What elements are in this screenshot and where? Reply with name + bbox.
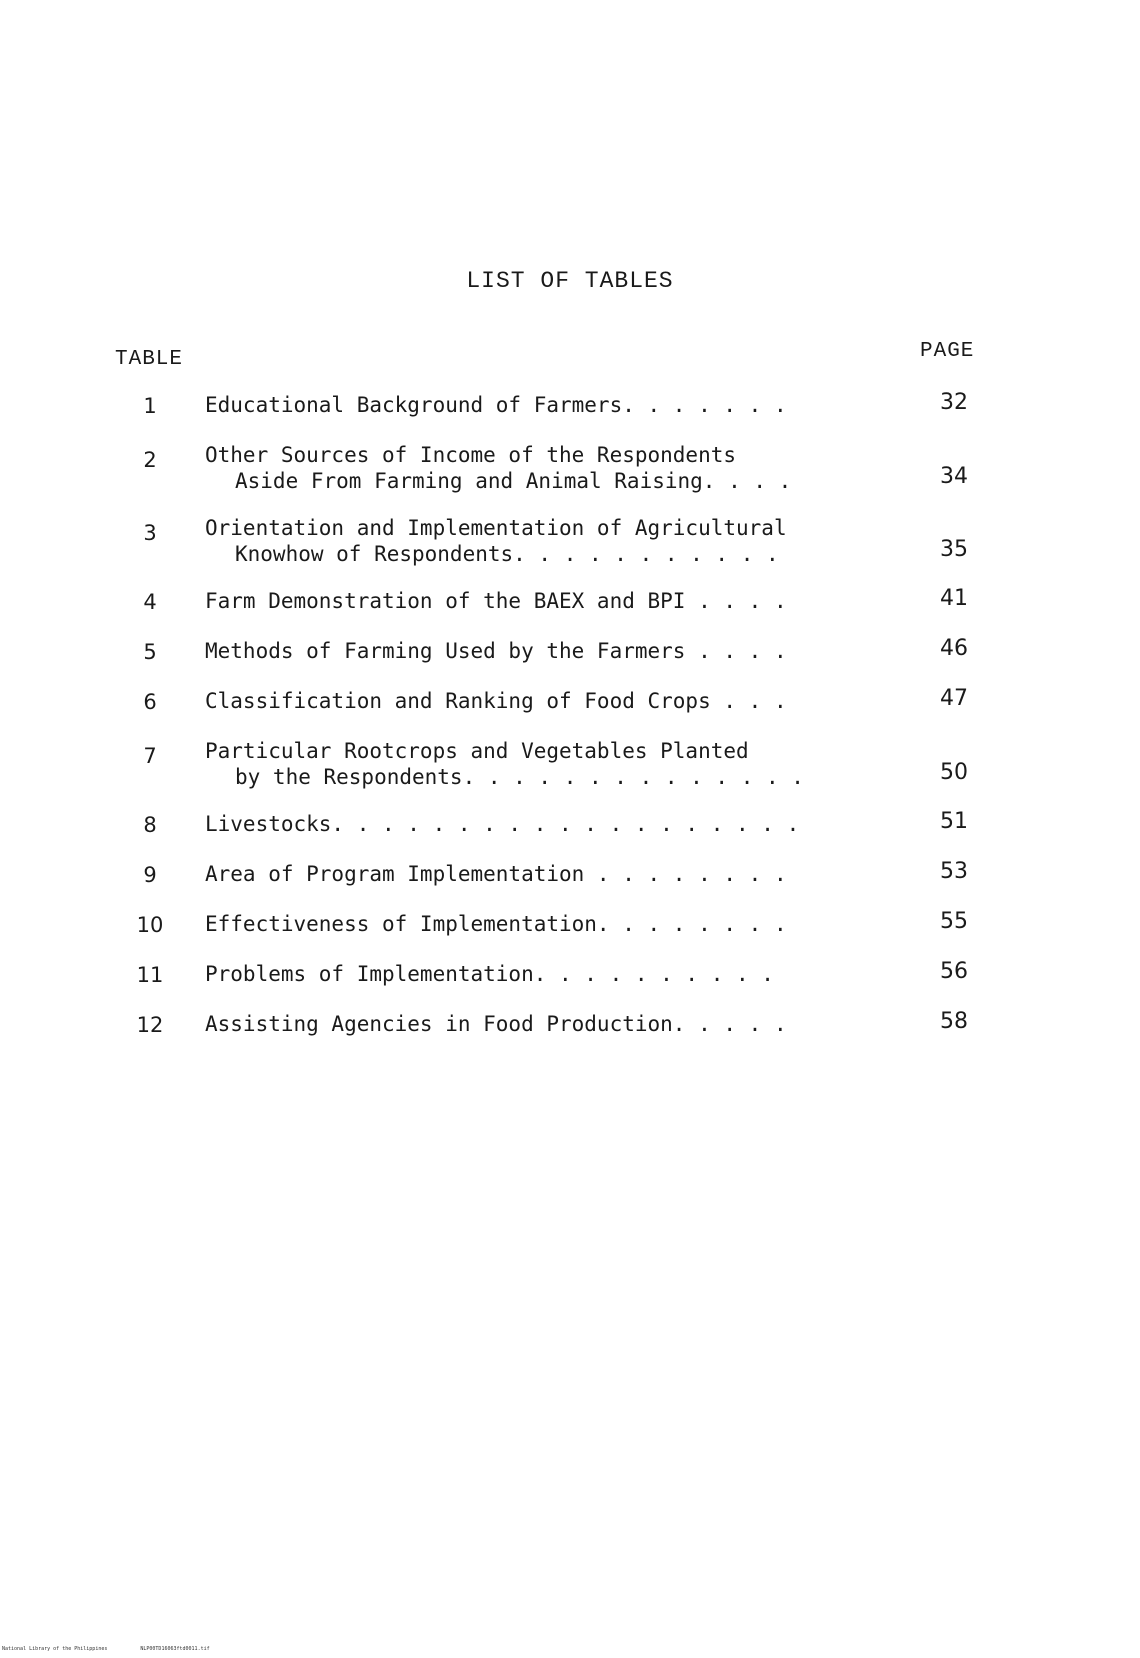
scan-footer bbox=[2, 1646, 240, 1652]
list-item bbox=[0, 388, 1140, 438]
caption-line-continued: by the Respondents. . . . . . . . . . . . . . bbox=[235, 765, 804, 789]
table-number: 12 bbox=[136, 1013, 164, 1037]
list-item bbox=[0, 907, 1140, 957]
table-caption bbox=[205, 738, 905, 790]
list-item bbox=[0, 957, 1140, 1007]
caption-line: Area of Program Implementation . . . . . . . . bbox=[205, 862, 787, 886]
table-number: 10 bbox=[136, 913, 164, 937]
page-number: 47 bbox=[940, 686, 968, 711]
caption-line: Particular Rootcrops and Vegetables Planted bbox=[205, 739, 749, 763]
caption-line: Methods of Farming Used by the Farmers . . . . bbox=[205, 639, 787, 663]
table-number: 7 bbox=[143, 744, 157, 768]
page-number: 46 bbox=[940, 636, 968, 661]
page-column-header: PAGE bbox=[920, 340, 975, 363]
page-number: 58 bbox=[940, 1009, 968, 1034]
page-number: 51 bbox=[940, 809, 968, 834]
table-caption bbox=[205, 638, 905, 664]
list-item bbox=[0, 807, 1140, 857]
table-number: 4 bbox=[143, 590, 157, 614]
library-credit: National Library of the Philippines bbox=[2, 1646, 108, 1652]
table-number: 2 bbox=[143, 448, 157, 472]
table-caption bbox=[205, 811, 905, 837]
list-item bbox=[0, 734, 1140, 807]
list-item bbox=[0, 634, 1140, 684]
table-number: 9 bbox=[143, 863, 157, 887]
page-number: 50 bbox=[940, 760, 968, 785]
table-caption bbox=[205, 688, 905, 714]
table-caption bbox=[205, 588, 905, 614]
caption-line: Farm Demonstration of the BAEX and BPI . . . . bbox=[205, 589, 787, 613]
list-item bbox=[0, 1007, 1140, 1057]
table-caption bbox=[205, 515, 905, 567]
list-item bbox=[0, 584, 1140, 634]
table-number: 8 bbox=[143, 813, 157, 837]
table-caption bbox=[205, 1011, 905, 1037]
caption-line: Problems of Implementation. . . . . . . . . . bbox=[205, 962, 774, 986]
page-number: 34 bbox=[940, 464, 968, 489]
caption-line: Orientation and Implementation of Agricultural bbox=[205, 516, 787, 540]
page-number: 55 bbox=[940, 909, 968, 934]
table-caption bbox=[205, 442, 905, 494]
page-title: LIST OF TABLES bbox=[466, 268, 674, 294]
caption-line: Other Sources of Income of the Respondents bbox=[205, 443, 737, 467]
table-caption bbox=[205, 961, 905, 987]
table-caption bbox=[205, 861, 905, 887]
file-name: NLP00TD16063ftd0011.tif bbox=[140, 1646, 210, 1652]
table-caption bbox=[205, 392, 905, 418]
page-number: 35 bbox=[940, 537, 968, 562]
caption-line-continued: Knowhow of Respondents. . . . . . . . . . . bbox=[235, 542, 779, 566]
page-number: 56 bbox=[940, 959, 968, 984]
list-item bbox=[0, 684, 1140, 734]
table-caption bbox=[205, 911, 905, 937]
page-number: 53 bbox=[940, 859, 968, 884]
table-number: 5 bbox=[143, 640, 157, 664]
list-item bbox=[0, 438, 1140, 511]
page-number: 41 bbox=[940, 586, 968, 611]
table-list bbox=[0, 388, 1140, 1057]
caption-line: Livestocks. . . . . . . . . . . . . . . . . . . bbox=[205, 812, 800, 836]
table-number: 11 bbox=[136, 963, 164, 987]
list-item bbox=[0, 857, 1140, 907]
table-column-header: TABLE bbox=[115, 348, 184, 371]
page-number: 32 bbox=[940, 390, 968, 415]
list-item bbox=[0, 511, 1140, 584]
table-number: 3 bbox=[143, 521, 157, 545]
caption-line: Effectiveness of Implementation. . . . . . . . bbox=[205, 912, 787, 936]
caption-line: Educational Background of Farmers. . . . . . . bbox=[205, 393, 787, 417]
caption-line: Classification and Ranking of Food Crops . . . bbox=[205, 689, 787, 713]
caption-line: Assisting Agencies in Food Production. . . . . bbox=[205, 1012, 787, 1036]
table-number: 6 bbox=[143, 690, 157, 714]
table-number: 1 bbox=[143, 394, 157, 418]
caption-line-continued: Aside From Farming and Animal Raising. . . . bbox=[235, 469, 792, 493]
